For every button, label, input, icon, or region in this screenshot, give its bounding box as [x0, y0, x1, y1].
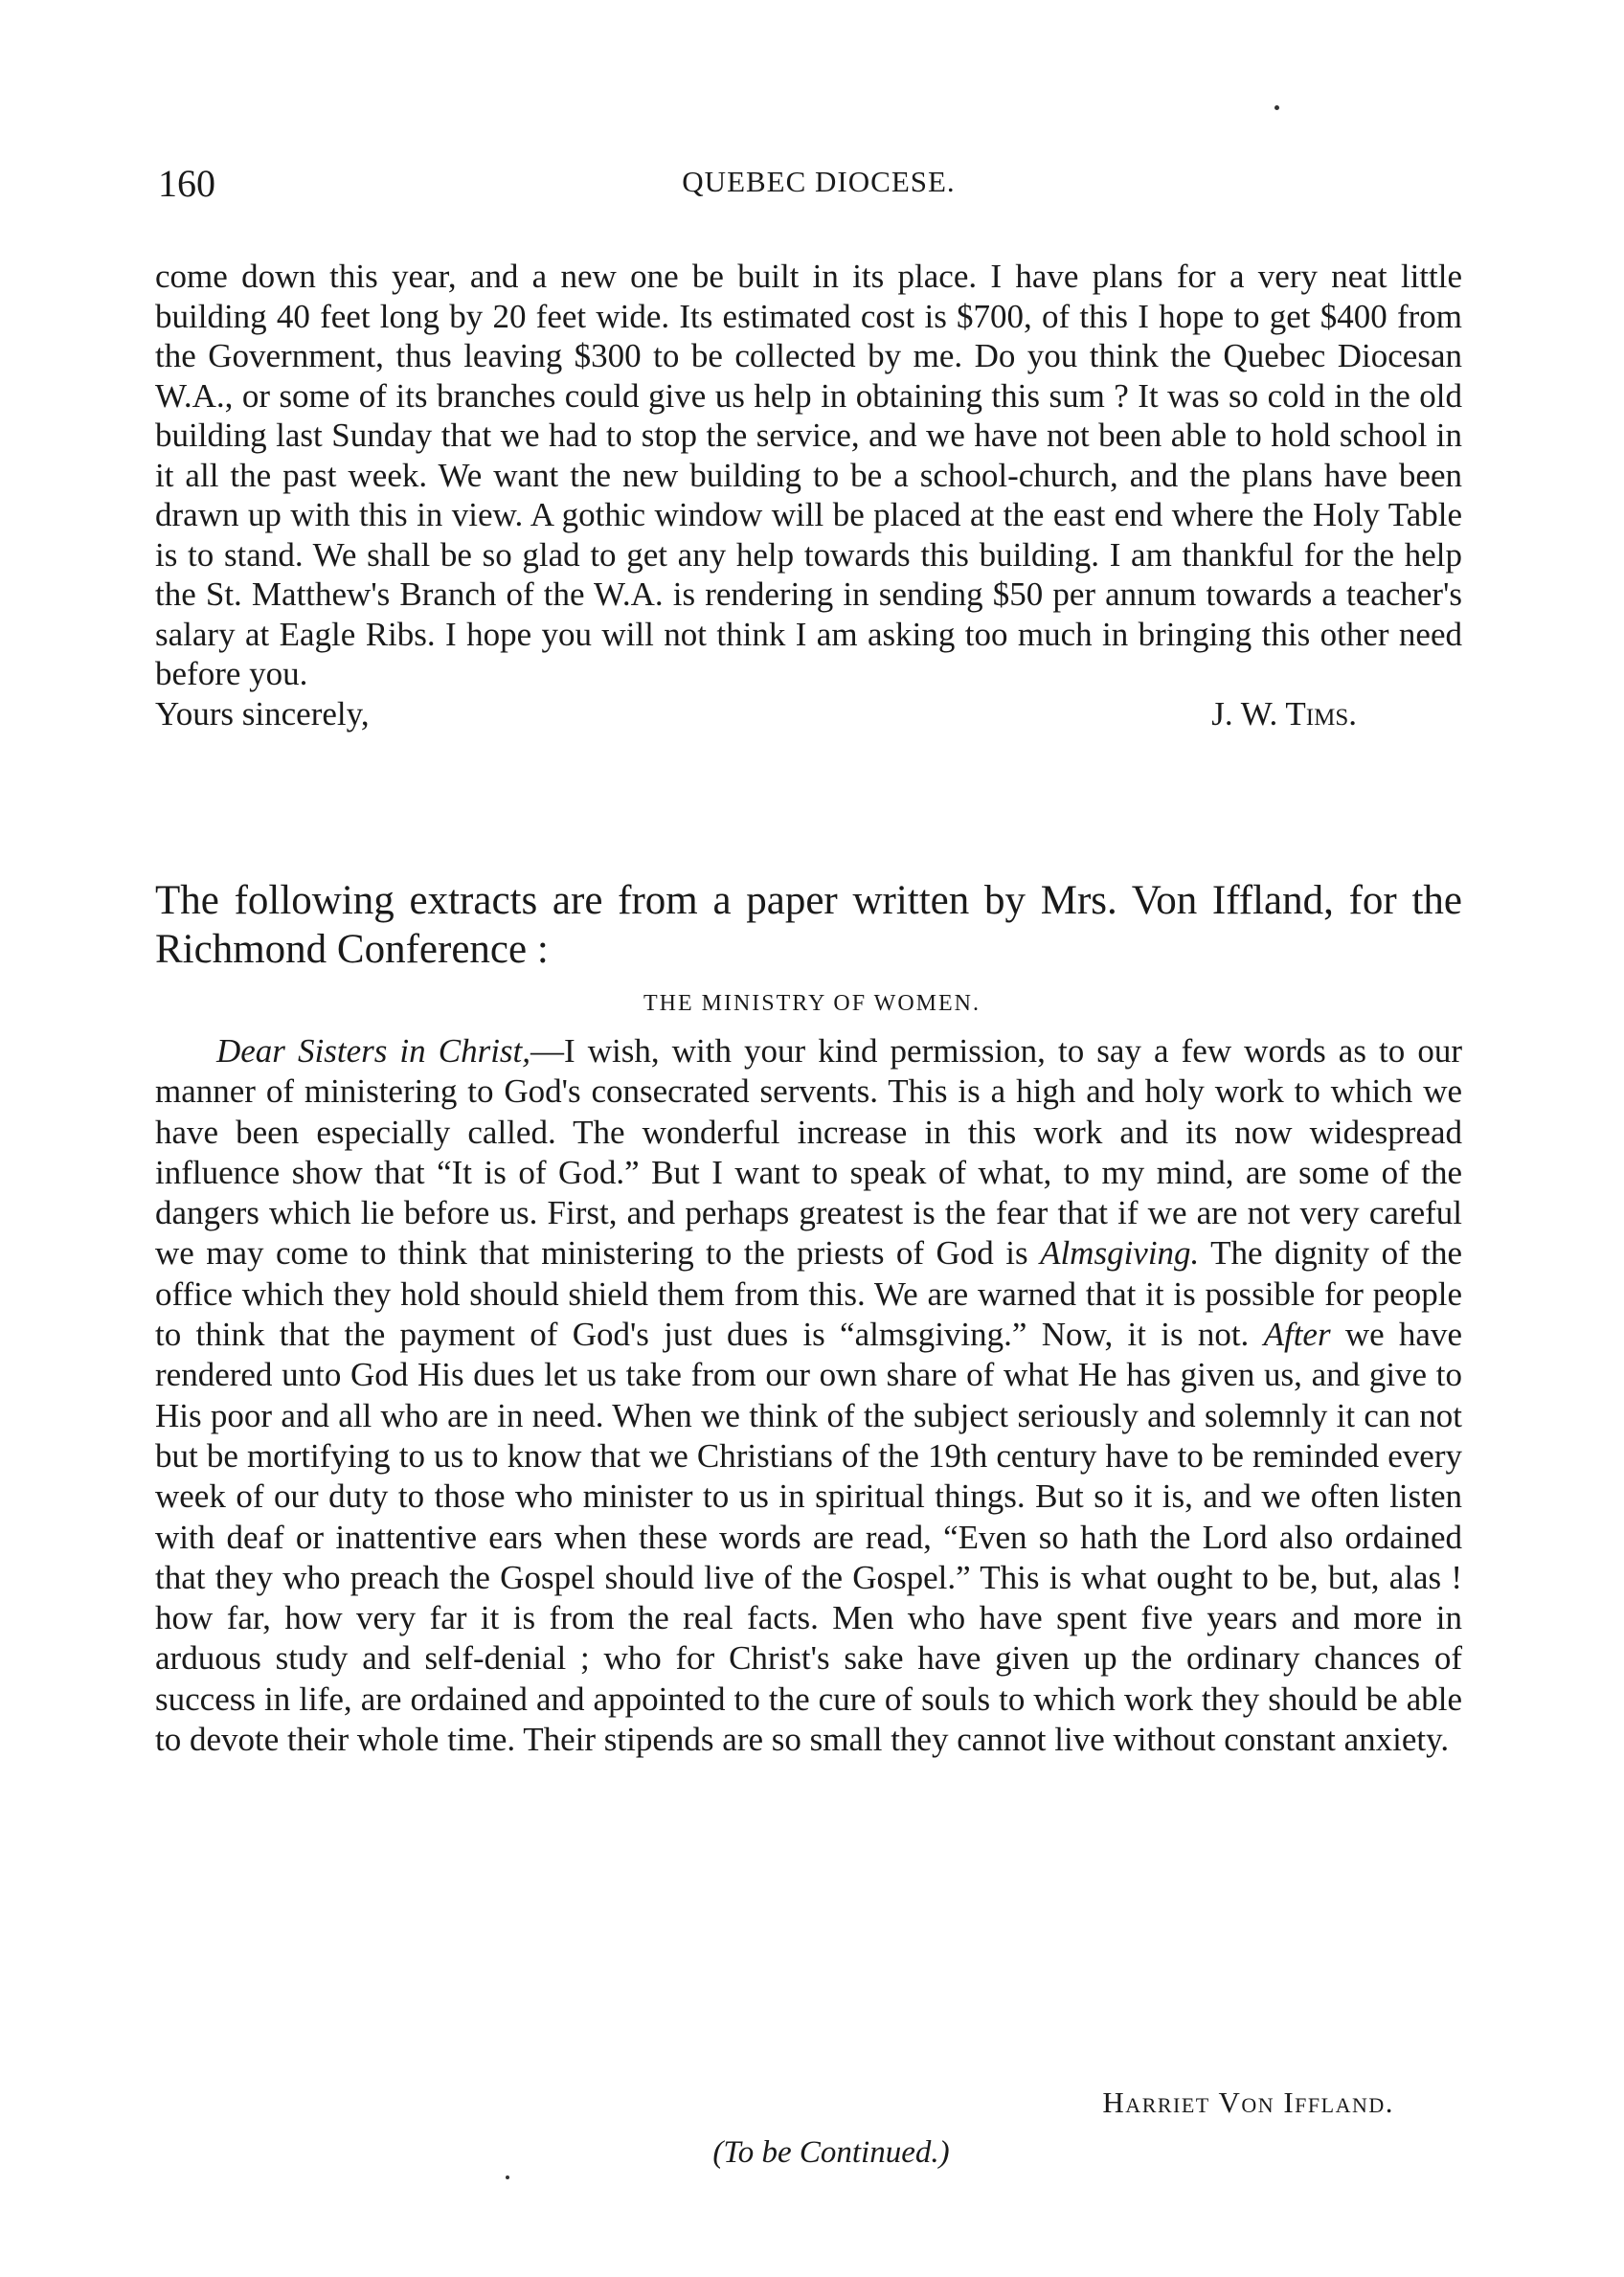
- salutation: Dear Sisters in Christ,: [216, 1032, 531, 1070]
- print-speck: [1274, 105, 1279, 110]
- article-signature: Harriet Von Iffland.: [1102, 2085, 1394, 2119]
- running-head: QUEBEC DIOCESE.: [682, 165, 956, 198]
- letter-continuation: [155, 257, 1462, 733]
- article-body: [155, 1031, 1462, 1760]
- letter-body: [155, 257, 1462, 694]
- page-number: 160: [158, 162, 215, 205]
- intro-paragraph: The following extracts are from a paper written by Mrs. Von Iffland, for the Richmond Conference :: [155, 878, 1462, 972]
- article-text-2: The dignity of the office which they hold should shield them from this. We are warned that it is possible for people to think that the payment of God's just dues is “almsgiving.” Now, it is not.: [155, 1234, 1462, 1354]
- letter-text: come down this year, and a new one be built in its place. I have plans for a very neat little building 40 feet long by 20 feet wide. Its estimated cost is $700, of this I hope to get $400 from the Government, thus leaving $300 to be collected by me. Do you think the Quebec Diocesan W.A., or some of its branches could give us help in obtaining this sum ? It was so cold in the old building last Sunday that we had to stop the service, and we have not been able to hold school in it all the past week. We want the new building to be a school-church, and the plans have been drawn up with this in view. A gothic window will be placed at the east end where the Holy Table is to stand. We shall be so glad to get any help towards this building. I am thankful for the help the St. Matthew's Branch of the W.A. is rendering in sending $50 per annum towards a teacher's salary at Eagle Ribs. I hope you will not think I am asking too much in bringing this other need before you.: [155, 258, 1462, 692]
- letter-closing-line: [155, 694, 1462, 734]
- article-text-3: we have rendered unto God His dues let us take from our own share of what He has given us, and give to His poor and all who are in need. When we think of the subject seriously and solemnly it can not but be mortifying to us to know that we Christians of the 19th century have to be reminded every week of our duty to those who minister to us in spiritual things. But so it is, and we often listen with deaf or inattentive ears when these words are read, “Even so hath the Lord also ordained that they who preach the Gospel should live of the Gospel.” This is what ought to be, but, alas ! how far, how very far it is from the real facts. Men who have spent five years and more in arduous study and self-denial ; who for Christ's sake have given up the ordinary chances of success in life, are ordained and appointed to the cure of souls to which work they should be able to devote their whole time. Their stipends are so small they cannot live without constant anxiety.: [155, 1316, 1462, 1759]
- emphasis-almsgiving: Almsgiving.: [1040, 1234, 1200, 1273]
- page-header: [158, 161, 1479, 207]
- article-title: THE MINISTRY OF WOMEN.: [643, 991, 981, 1016]
- article-paragraph: [155, 1031, 1462, 1760]
- emphasis-after: After: [1263, 1316, 1331, 1354]
- print-speck: [506, 2176, 509, 2179]
- letter-closing: Yours sincerely,: [155, 694, 370, 733]
- continued-note: (To be Continued.): [712, 2135, 950, 2170]
- letter-signature: J. W. Tims.: [1211, 694, 1357, 733]
- article-text-1: —I wish, with your kind permission, to say a few words as to our manner of ministering to God's consecrated servents. This is a high and holy work to which we have been especially called. The wonderful increase in this work and its now widespread influence show that “It is of God.” But I want to speak of what, to my mind, are some of the dangers which lie before us. First, and perhaps greatest is the fear that if we are not very careful we may come to think that ministering to the priests of God is: [155, 1032, 1462, 1273]
